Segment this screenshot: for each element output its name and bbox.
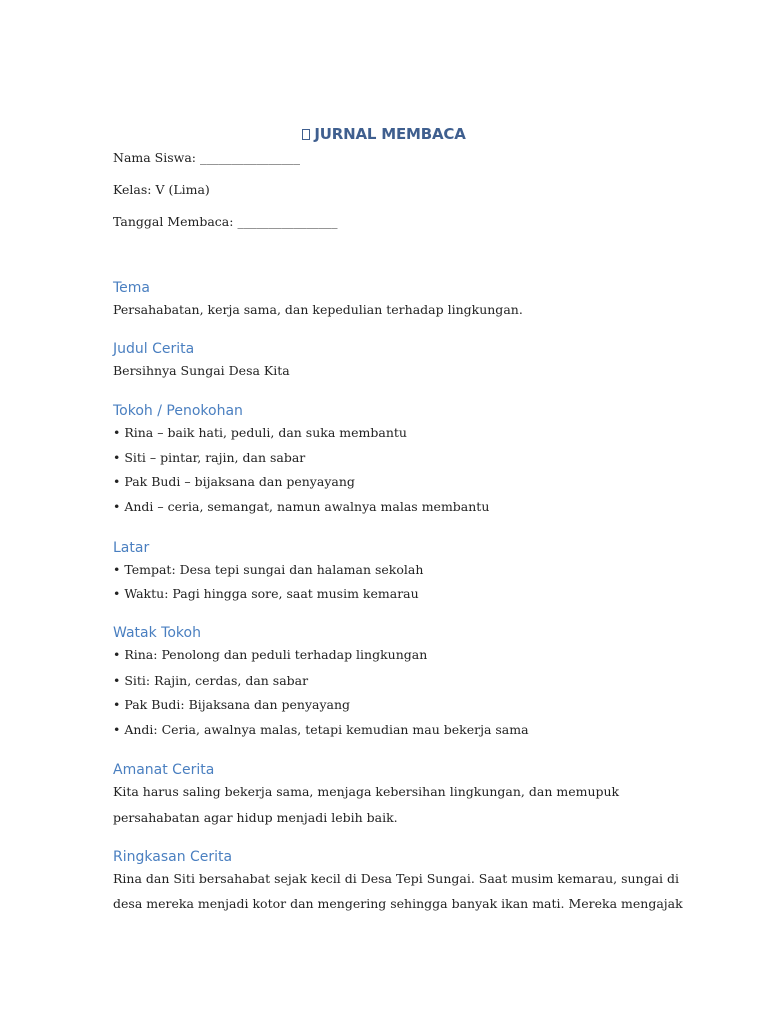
list-item: • Rina – baik hati, peduli, dan suka membantu xyxy=(113,425,407,440)
missing-glyph-icon xyxy=(302,129,310,140)
list-item: • Pak Budi: Bijaksana dan penyayang xyxy=(113,697,351,712)
heading-watak-tokoh: Watak Tokoh xyxy=(113,625,201,641)
tema-text: Persahabatan, kerja sama, dan kepedulian terhadap lingkungan. xyxy=(113,302,523,317)
ringkasan-line: desa mereka menjadi kotor dan mengering sehingga banyak ikan mati. Mereka mengajak xyxy=(113,896,683,911)
list-item: • Andi – ceria, semangat, namun awalnya malas membantu xyxy=(113,499,490,514)
list-item: • Siti: Rajin, cerdas, dan sabar xyxy=(113,673,309,688)
field-kelas: Kelas: V (Lima) xyxy=(113,182,210,197)
list-item: • Rina: Penolong dan peduli terhadap lingkungan xyxy=(113,647,428,662)
document-title-text: JURNAL MEMBACA xyxy=(314,125,466,143)
list-item: • Siti – pintar, rajin, dan sabar xyxy=(113,450,306,465)
list-item: • Pak Budi – bijaksana dan penyayang xyxy=(113,474,355,489)
list-item: • Tempat: Desa tepi sungai dan halaman sekolah xyxy=(113,562,424,577)
heading-ringkasan-cerita: Ringkasan Cerita xyxy=(113,849,233,865)
heading-judul-cerita: Judul Cerita xyxy=(113,341,195,357)
list-item: • Andi: Ceria, awalnya malas, tetapi kemudian mau bekerja sama xyxy=(113,722,529,737)
document-title xyxy=(0,125,768,143)
amanat-line: Kita harus saling bekerja sama, menjaga kebersihan lingkungan, dan memupuk xyxy=(113,784,620,799)
ringkasan-line: Rina dan Siti bersahabat sejak kecil di Desa Tepi Sungai. Saat musim kemarau, sungai di xyxy=(113,871,680,886)
list-item: • Waktu: Pagi hingga sore, saat musim kemarau xyxy=(113,586,419,601)
heading-amanat-cerita: Amanat Cerita xyxy=(113,762,215,778)
judul-text: Bersihnya Sungai Desa Kita xyxy=(113,363,290,378)
field-nama-siswa: Nama Siswa: ________________ xyxy=(113,150,300,165)
field-tanggal-membaca: Tanggal Membaca: ________________ xyxy=(113,214,338,229)
heading-tokoh-penokohan: Tokoh / Penokohan xyxy=(113,403,243,419)
amanat-line: persahabatan agar hidup menjadi lebih baik. xyxy=(113,810,398,825)
heading-tema: Tema xyxy=(113,280,151,296)
heading-latar: Latar xyxy=(113,540,150,556)
